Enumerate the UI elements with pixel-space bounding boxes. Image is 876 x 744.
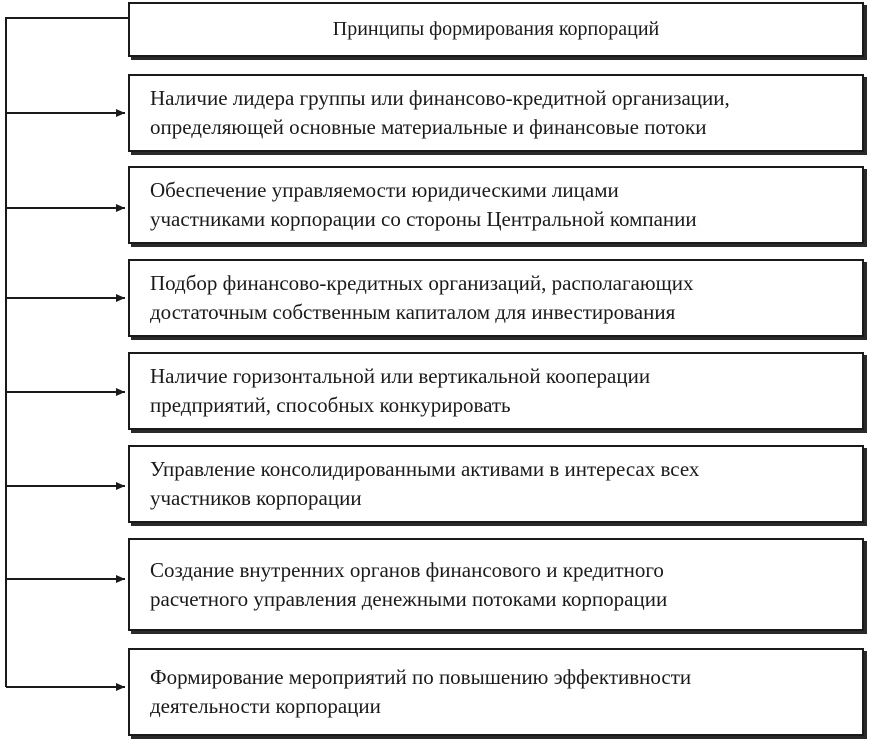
principle-box-4 <box>128 352 864 430</box>
principle-box-5 <box>128 445 864 523</box>
principle-4-line-1: Наличие горизонтальной или вертикальной кооперации <box>150 364 651 388</box>
principle-7-line-1: Формирование мероприятий по повышению эффективности <box>150 665 692 689</box>
principle-3-line-2: достаточным собственным капиталом для инвестирования <box>150 300 676 324</box>
principle-5-line-2: участников корпорации <box>150 486 362 510</box>
principle-4-line-2: предприятий, способных конкурировать <box>150 393 511 417</box>
principle-text-5 <box>150 455 699 513</box>
principle-3-line-1: Подбор финансово-кредитных организаций, располагающих <box>150 271 694 295</box>
principle-5-line-1: Управление консолидированными активами в интересах всех <box>150 457 700 481</box>
principle-6-line-1: Создание внутренних органов финансового и кредитного <box>150 557 664 582</box>
principle-text-1 <box>150 84 730 142</box>
principle-6-line-2: расчетного управления денежными потоками корпорации <box>150 586 668 611</box>
principle-box-2 <box>128 166 864 244</box>
principle-7-line-2: деятельности корпорации <box>150 694 381 718</box>
principle-text-7 <box>150 663 691 721</box>
principle-box-6 <box>128 538 864 631</box>
principle-text-6 <box>150 556 667 614</box>
diagram-title: Принципы формирования корпораций <box>332 18 660 40</box>
principle-1-line-1: Наличие лидера группы или финансово-кредитной организации, <box>150 86 730 110</box>
principle-text-2 <box>150 176 697 234</box>
principle-2-line-1: Обеспечение управляемости юридическими лицами <box>150 178 619 202</box>
principle-text-3 <box>150 269 694 327</box>
principle-2-line-2: участниками корпорации со стороны Центральной компании <box>150 207 697 231</box>
title-box <box>128 2 864 57</box>
principle-1-line-2: определяющей основные материальные и финансовые потоки <box>150 115 707 139</box>
principle-box-3 <box>128 259 864 337</box>
connector-from-title <box>6 18 128 687</box>
principle-text-4 <box>150 362 650 420</box>
principle-box-1 <box>128 74 864 152</box>
principle-box-7 <box>128 648 864 736</box>
